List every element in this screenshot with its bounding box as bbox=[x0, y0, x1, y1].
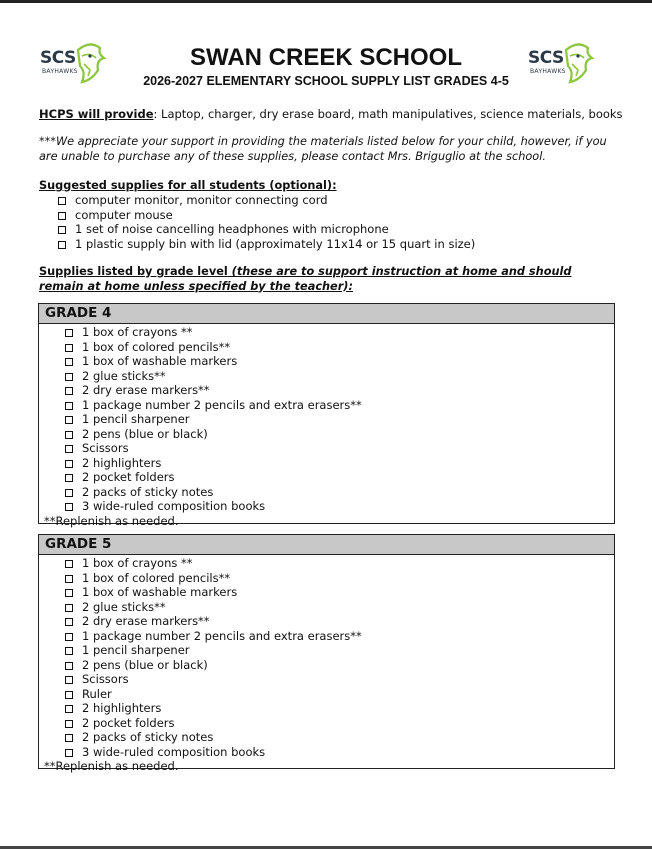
checkbox-icon bbox=[65, 474, 73, 482]
checkbox-icon bbox=[65, 633, 73, 641]
item-label: 2 dry erase markers** bbox=[82, 383, 210, 397]
item-label: 1 box of colored pencils** bbox=[82, 570, 231, 585]
checkbox-icon bbox=[58, 226, 66, 234]
list-item bbox=[65, 614, 614, 629]
list-item bbox=[65, 485, 614, 500]
grade-5-box bbox=[38, 534, 615, 773]
list-item bbox=[65, 745, 614, 760]
logo-subtext: BAYHAWKS bbox=[530, 68, 566, 75]
grade-4-replenish-note: **Replenish as needed. bbox=[44, 513, 179, 528]
item-label: 1 package number 2 pencils and extra erasers** bbox=[82, 628, 362, 643]
list-item bbox=[65, 687, 614, 702]
item-label: Scissors bbox=[82, 441, 129, 455]
grade-5-replenish-note: **Replenish as needed. bbox=[44, 759, 179, 773]
item-label: 3 wide-ruled composition books bbox=[82, 744, 266, 759]
suggested-supplies-heading: Suggested supplies for all students (optional): bbox=[39, 179, 337, 192]
list-item bbox=[65, 441, 614, 456]
checkbox-icon bbox=[65, 387, 73, 395]
hcps-provide-text: : Laptop, charger, dry erase board, math manipulatives, science materials, books bbox=[153, 107, 623, 121]
list-item bbox=[65, 369, 614, 384]
checkbox-icon bbox=[65, 329, 73, 337]
list-item bbox=[65, 658, 614, 673]
checkbox-icon bbox=[65, 647, 73, 655]
item-label: Ruler bbox=[82, 686, 112, 701]
checkbox-icon bbox=[65, 445, 73, 453]
grade-4-title: GRADE 4 bbox=[39, 304, 614, 324]
item-label: 2 packs of sticky notes bbox=[82, 484, 214, 499]
list-item bbox=[65, 383, 614, 398]
list-item bbox=[65, 643, 614, 658]
suggested-supplies-list bbox=[58, 193, 475, 251]
list-item bbox=[65, 556, 614, 571]
checkbox-icon bbox=[65, 705, 73, 713]
item-label: 1 plastic supply bin with lid (approximately 11x14 or 15 quart in size) bbox=[75, 236, 476, 251]
grade-5-title: GRADE 5 bbox=[39, 535, 614, 555]
item-label: 1 box of crayons ** bbox=[82, 556, 193, 570]
item-label: 1 pencil sharpener bbox=[82, 412, 190, 426]
grade-level-heading bbox=[39, 265, 619, 294]
item-label: 1 set of noise cancelling headphones with microphone bbox=[75, 222, 389, 236]
list-item bbox=[65, 470, 614, 485]
checkbox-icon bbox=[65, 604, 73, 612]
checkbox-icon bbox=[65, 460, 73, 468]
item-label: 2 pens (blue or black) bbox=[82, 426, 208, 441]
list-item bbox=[58, 237, 475, 252]
list-item bbox=[65, 571, 614, 586]
checkbox-icon bbox=[65, 489, 73, 497]
list-item bbox=[65, 585, 614, 600]
list-item bbox=[65, 730, 614, 745]
logo-subtext: BAYHAWKS bbox=[42, 68, 78, 75]
list-item bbox=[65, 398, 614, 413]
grade-4-box bbox=[38, 303, 615, 528]
list-item bbox=[65, 412, 614, 427]
item-label: computer mouse bbox=[75, 207, 173, 222]
list-item bbox=[65, 499, 614, 514]
checkbox-icon bbox=[65, 431, 73, 439]
list-item bbox=[65, 456, 614, 471]
checkbox-icon bbox=[65, 676, 73, 684]
list-item bbox=[65, 340, 614, 355]
checkbox-icon bbox=[58, 197, 66, 205]
item-label: 1 package number 2 pencils and extra erasers** bbox=[82, 397, 362, 412]
checkbox-icon bbox=[65, 589, 73, 597]
list-item bbox=[65, 427, 614, 442]
item-label: 2 glue sticks** bbox=[82, 368, 166, 383]
list-item bbox=[65, 600, 614, 615]
top-border bbox=[0, 0, 652, 3]
list-item bbox=[65, 629, 614, 644]
item-label: Scissors bbox=[82, 672, 129, 686]
item-label: 2 dry erase markers** bbox=[82, 614, 210, 628]
checkbox-icon bbox=[65, 416, 73, 424]
checkbox-icon bbox=[65, 575, 73, 583]
checkbox-icon bbox=[65, 618, 73, 626]
checkbox-icon bbox=[65, 720, 73, 728]
checkbox-icon bbox=[65, 662, 73, 670]
item-label: 1 box of washable markers bbox=[82, 585, 238, 599]
checkbox-icon bbox=[65, 749, 73, 757]
logo-letters: SCS bbox=[40, 48, 76, 68]
checkbox-icon bbox=[58, 241, 66, 249]
item-label: 2 highlighters bbox=[82, 455, 162, 470]
checkbox-icon bbox=[65, 734, 73, 742]
checkbox-icon bbox=[65, 503, 73, 511]
list-item bbox=[58, 193, 475, 208]
grade-4-list bbox=[39, 325, 614, 514]
grade-level-heading-note: (these are to support instruction at home and should remain at home unless specified by the teacher): bbox=[39, 265, 572, 293]
item-label: 2 highlighters bbox=[82, 701, 162, 715]
logo-letters: SCS bbox=[528, 48, 564, 68]
appreciation-note: ***We appreciate your support in providing the materials listed below for your child, however, if you are unable to purchase any of these supplies, please contact Mrs. Briguglio at the school. bbox=[39, 135, 607, 163]
checkbox-icon bbox=[65, 402, 73, 410]
list-item bbox=[65, 701, 614, 716]
list-item bbox=[58, 222, 475, 237]
item-label: 2 packs of sticky notes bbox=[82, 730, 214, 744]
hcps-provide-label: HCPS will provide bbox=[39, 107, 154, 121]
item-label: 1 box of crayons ** bbox=[82, 325, 193, 339]
checkbox-icon bbox=[65, 691, 73, 699]
item-label: 2 pocket folders bbox=[82, 715, 175, 730]
checkbox-icon bbox=[65, 344, 73, 352]
list-item bbox=[65, 354, 614, 369]
grade-level-heading-label: Supplies listed by grade level bbox=[39, 265, 228, 278]
hcps-provide-line bbox=[39, 107, 623, 122]
item-label: 1 box of colored pencils** bbox=[82, 339, 231, 354]
item-label: 2 pocket folders bbox=[82, 470, 175, 484]
item-label: computer monitor, monitor connecting cord bbox=[75, 193, 328, 207]
grade-5-list bbox=[39, 556, 614, 759]
item-label: 2 pens (blue or black) bbox=[82, 657, 208, 672]
list-subtitle: 2026-2027 ELEMENTARY SCHOOL SUPPLY LIST GRADES 4-5 bbox=[143, 74, 509, 88]
checkbox-icon bbox=[65, 358, 73, 366]
item-label: 1 box of washable markers bbox=[82, 354, 238, 368]
item-label: 1 pencil sharpener bbox=[82, 643, 190, 657]
checkbox-icon bbox=[58, 212, 66, 220]
list-item bbox=[65, 325, 614, 340]
item-label: 3 wide-ruled composition books bbox=[82, 499, 266, 513]
checkbox-icon bbox=[65, 560, 73, 568]
checkbox-icon bbox=[65, 373, 73, 381]
list-item bbox=[58, 208, 475, 223]
list-item bbox=[65, 672, 614, 687]
list-item bbox=[65, 716, 614, 731]
school-title: SWAN CREEK SCHOOL bbox=[189, 44, 462, 71]
item-label: 2 glue sticks** bbox=[82, 599, 166, 614]
